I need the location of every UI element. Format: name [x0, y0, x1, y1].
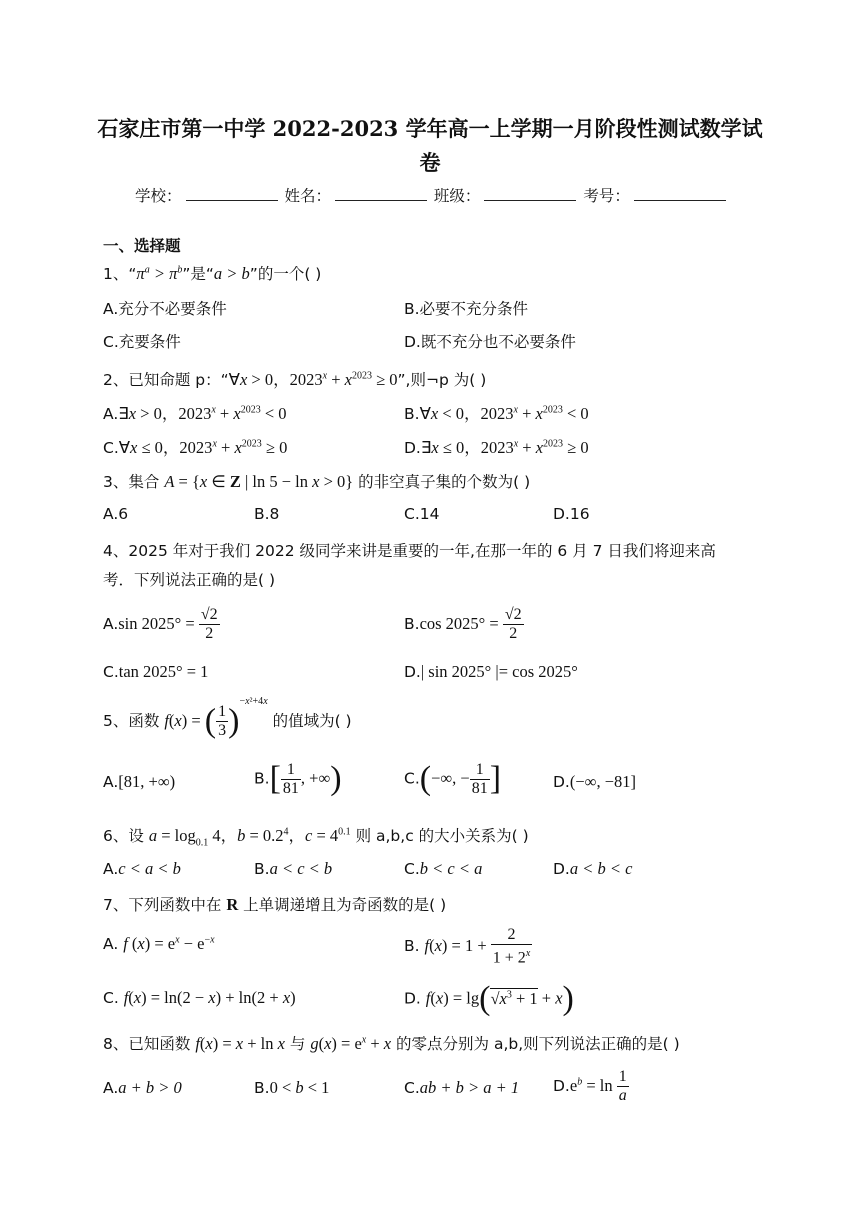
q3-option-a[interactable]: A.6: [103, 505, 129, 523]
q7-option-c[interactable]: C. f(x) = ln(2 − x) + ln(2 + x): [103, 988, 296, 1007]
school-blank[interactable]: [186, 185, 278, 201]
q6-option-c[interactable]: C.b < c < a: [404, 859, 483, 878]
id-label: 考号：: [583, 187, 630, 205]
q4-option-b[interactable]: B.cos 2025° = $\frac{√2}{2}$: [404, 606, 522, 642]
name-label: 姓名：: [284, 187, 331, 205]
q8-option-d[interactable]: $D.e^b = \ln$ $\frac{1}{a}$: [553, 1068, 627, 1104]
q1-option-d[interactable]: D.既不充分也不必要条件: [404, 333, 576, 351]
q5-option-c[interactable]: C.(−∞, − $\frac{1}{81}$ ]: [404, 760, 502, 797]
id-blank[interactable]: [634, 185, 726, 201]
q8-option-a[interactable]: A.a + b > 0: [103, 1078, 182, 1097]
q8-option-b[interactable]: B.0 < b < 1: [254, 1078, 330, 1097]
q1-option-b[interactable]: B.必要不充分条件: [404, 300, 529, 318]
question-2: 2、已知命题 p：“∀x > 0，$2023^x + x^{2023} \ge 0$”,则¬p 为( ): [103, 370, 487, 389]
q8-option-c[interactable]: C.ab + b > a + 1: [404, 1078, 520, 1097]
q2-option-d[interactable]: D.∃x ≤ 0，$2023^x + x^{2023} \ge 0$: [404, 438, 589, 457]
class-blank[interactable]: [484, 185, 576, 201]
question-4-line1: 4、2025 年对于我们 2022 级同学来讲是重要的一年,在那一年的 6 月 7 日我们将迎来高: [103, 542, 716, 560]
exam-title-line2: 卷: [419, 150, 441, 175]
q2-option-a[interactable]: A.∃x > 0，$2023^x + x^{2023} < 0$: [103, 404, 287, 423]
q1-option-a[interactable]: A.充分不必要条件: [103, 300, 227, 318]
q1-option-c[interactable]: C.充要条件: [103, 333, 181, 351]
question-8: 8、已知函数 f(x) = x + ln x 与 $g(x) = e^x + x$ 的零点分别为 a,b,则下列说法正确的是( ): [103, 1034, 680, 1053]
class-label: 班级：: [433, 187, 481, 205]
q5-option-d[interactable]: D.(−∞, −81]: [553, 772, 636, 791]
section-heading: 一、选择题: [103, 237, 181, 255]
q4-option-a[interactable]: A.sin 2025° = $\frac{√2}{2}$: [103, 606, 218, 642]
exam-title-line1: 石家庄市第一中学 2022-2023 学年高一上学期一月阶段性测试数学试: [97, 116, 763, 141]
q6-option-d[interactable]: D.a < b < c: [553, 859, 633, 878]
q6-option-b[interactable]: B.a < c < b: [254, 859, 333, 878]
question-1: 1、“$\pi^a > \pi^b$”是“a > b”的一个( ): [103, 264, 322, 283]
q4-option-d[interactable]: D.| sin 2025° |= cos 2025°: [404, 662, 578, 681]
q4-option-c[interactable]: C.tan 2025° = 1: [103, 662, 209, 681]
question-6: 6、设 $a = \log_{0.1} 4$，$b = 0.2^4$，$c = 4^{0.1}$ 则 a,b,c 的大小关系为( ): [103, 826, 529, 849]
q2-option-c[interactable]: C.∀x ≤ 0，$2023^x + x^{2023} \ge 0$: [103, 438, 288, 457]
question-7: 7、下列函数中在 R 上单调递增且为奇函数的是( ): [103, 895, 447, 914]
name-blank[interactable]: [335, 185, 427, 201]
q6-option-a[interactable]: A.c < a < b: [103, 859, 181, 878]
school-label: 学校：: [135, 187, 182, 205]
q5-option-b[interactable]: B.[ $\frac{1}{81}$ , +∞): [254, 760, 342, 797]
question-3: 3、集合 A = {x ∈ Z | ln 5 − ln x > 0} 的非空真子集的个数为( ): [103, 472, 531, 491]
q2-option-b[interactable]: B.∀x < 0，$2023^x + x^{2023} < 0$: [404, 404, 589, 423]
q7-option-d[interactable]: D. $f(x) = \lg(√x^3 + 1 + x)$: [404, 980, 574, 1017]
student-info-row: [135, 184, 728, 206]
question-4-line2: 考．下列说法正确的是( ): [103, 571, 276, 589]
q7-option-b[interactable]: B. f(x) = 1 + $\frac{2}{1 + 2^x}$: [404, 926, 531, 967]
q7-option-a[interactable]: A. f $(x) = e^x - e^{-x}$: [103, 934, 215, 953]
q5-option-a[interactable]: A.[81, +∞): [103, 772, 176, 791]
question-5: 5、函数 f(x) = ( $\frac{1}{3}$ )$^{-x^2+4x}$ 的值域为( ): [103, 696, 352, 740]
q3-option-d[interactable]: D.16: [553, 505, 590, 523]
q3-option-b[interactable]: B.8: [254, 505, 280, 523]
q3-option-c[interactable]: C.14: [404, 505, 440, 523]
